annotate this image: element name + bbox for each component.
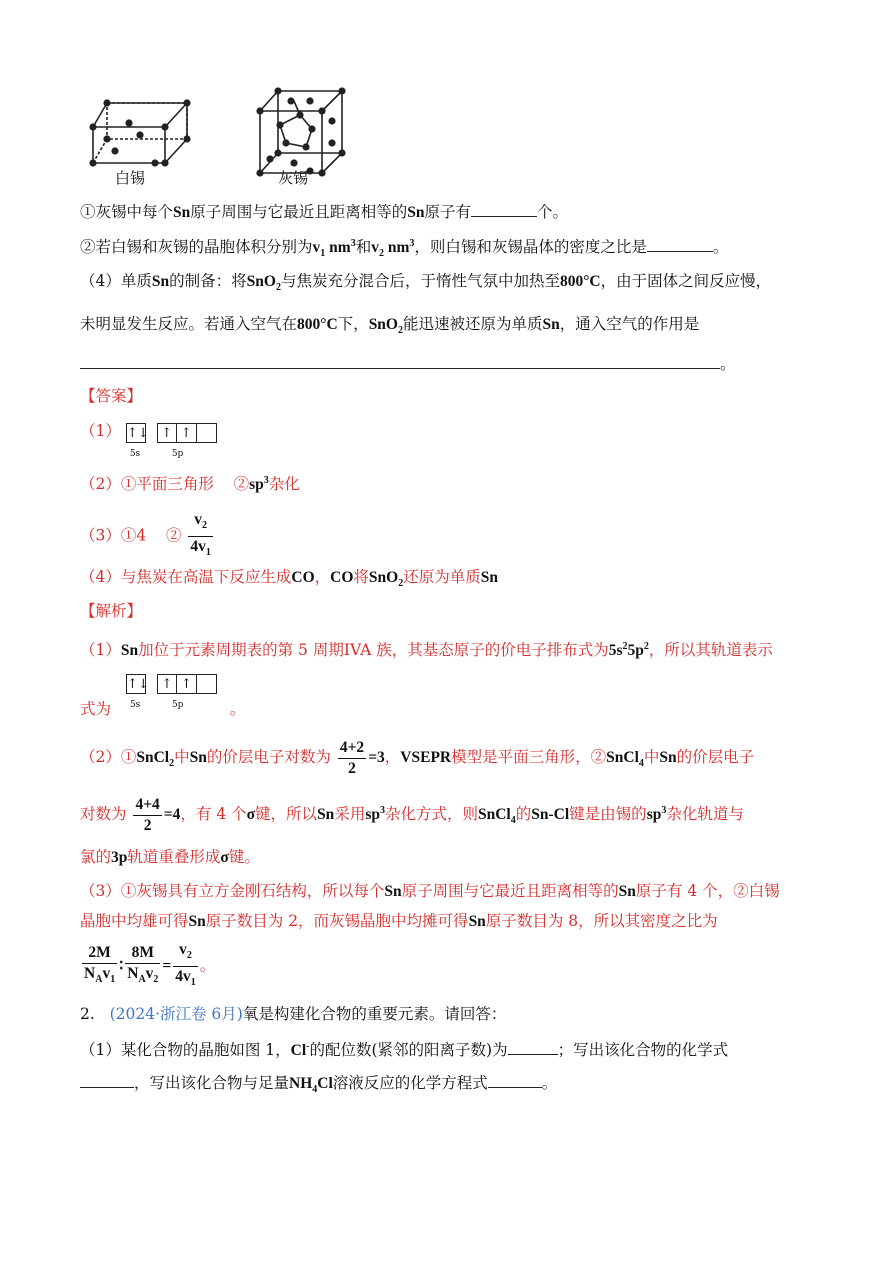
analysis-2-line1: （2）①SnCl$_2$中Sn的价层电子对数为 $\frac{4+2}{2}$ =3，VSEPR模型是平面三角形，②SnCl$_4$中Sn的价层电子 xyxy=(80,738,755,777)
q4-line1: （4）单质Sn的制备：将SnO$_2$与焦炭充分混合后，于惰性气氛中加热至800°C，由于固体之间反应慢， xyxy=(80,272,772,294)
answer-blank[interactable] xyxy=(471,200,537,217)
white-tin-label: 白锡 xyxy=(115,169,146,187)
orbital-5p-box: ↑ xyxy=(177,674,197,694)
electron-pair-fraction: $\frac{4+4}{2}$ xyxy=(135,795,160,834)
answer-blank[interactable] xyxy=(647,235,713,252)
q2-source: (2024·浙江卷 6月) xyxy=(109,1005,243,1023)
analysis-3-line1: （3）①灰锡具有立方金刚石结构，所以每个Sn原子周围与它最近且距离相等的Sn原子有 4 个，②白锡 xyxy=(80,882,780,900)
orbital-5p-box: ↑ xyxy=(157,423,177,443)
answer-heading: 【答案】 xyxy=(80,387,143,405)
orbital-diagram xyxy=(126,672,217,710)
q2-title: 2. (2024·浙江卷 6月)氧是构建化合物的重要元素。请回答： xyxy=(80,1005,507,1023)
density-ratio-fraction: $\frac{v_2}{4v_1}$ xyxy=(190,511,211,559)
orbital-5p-box xyxy=(197,674,217,694)
answer-3: （3）①4 ② $\frac{v_2}{4v_1}$ xyxy=(80,510,215,554)
q3-line1: ①灰锡中每个Sn原子周围与它最近且距离相等的Sn原子有 个。 xyxy=(80,200,568,224)
answer-blank[interactable] xyxy=(508,1038,558,1055)
analysis-2-line2: 对数为 $\frac{4+4}{2}$ =4，有 4 个σ键，所以Sn采用$sp^3$杂化方式，则SnCl$_4$的Sn-Cl键是由锡的$sp^3$杂化轨道与 xyxy=(80,795,744,834)
orbital-5p-box xyxy=(197,423,217,443)
orbital-5s-box: ↑↓ xyxy=(126,423,146,443)
orbital-5s-label: 5s xyxy=(129,700,141,710)
analysis-1-line1: （1）Sn加位于元素周期表的第 5 周期IVA 族，其基态原子的价电子排布式为$5s^25p^2$，所以其轨道表示 xyxy=(80,641,773,660)
q3-line2: ②若白锡和灰锡的晶胞体积分别为$v_1$ $nm^3$和$v_2$ $nm^3$，则白锡和灰锡晶体的密度之比是 。 xyxy=(80,233,728,265)
density-fraction: $\frac{8M}{N_Av_2}$ xyxy=(127,944,159,986)
analysis-1-line2: 式为 ↑↓ ↑ ↑ 5s 5p 。 xyxy=(80,672,245,712)
q2-line2: ，写出该化合物与足量$NH_4Cl$溶液反应的化学方程式 。 xyxy=(80,1071,557,1101)
analysis-heading: 【解析】 xyxy=(80,602,143,620)
analysis-3-line3: $\frac{2M}{N_Av_1}$ ∶ $\frac{8M}{N_Av_2}$ = $\frac{v_2}{4v_1}$ 。 xyxy=(80,940,215,986)
orbital-5p-label: 5p xyxy=(171,449,184,459)
density-fraction: $\frac{2M}{N_Av_1}$ xyxy=(84,944,116,986)
q4-line2: 未明显发生反应。若通入空气在800°C下，SnO$_2$能迅速被还原为单质Sn，通入空气的作用是 xyxy=(80,315,700,337)
electron-pair-fraction: $\frac{4+2}{2}$ xyxy=(339,738,365,777)
density-fraction: $\frac{v_2}{4v_1}$ xyxy=(175,941,196,989)
analysis-2-line3: 氯的3p轨道重叠形成σ键。 xyxy=(80,848,260,866)
q4-line3: 。 xyxy=(80,352,736,375)
orbital-5s-box: ↑↓ xyxy=(126,674,146,694)
gray-tin-label: 灰锡 xyxy=(278,169,309,187)
orbital-5p-box: ↑ xyxy=(157,674,177,694)
answer-2: （2）①平面三角形 $②sp^3$杂化 xyxy=(80,475,300,494)
answer-blank[interactable] xyxy=(80,352,720,369)
orbital-5p-box: ↑ xyxy=(177,423,197,443)
answer-blank[interactable] xyxy=(80,1071,134,1088)
answer-1: （1） ↑↓ ↑ ↑ 5s 5p xyxy=(80,420,217,456)
analysis-3-line2: 晶胞中均雄可得Sn原子数目为 2，而灰锡晶胞中均摊可得Sn原子数目为 8，所以其密度之比为 xyxy=(80,912,718,930)
q2-line1: （1）某化合物的晶胞如图 1，Cl-的配位数(紧邻的阳离子数)为 ；写出该化合物的化学式 xyxy=(80,1036,728,1062)
orbital-5p-label: 5p xyxy=(171,700,184,710)
answer-blank[interactable] xyxy=(488,1071,542,1088)
answer-4: （4）与焦炭在高温下反应生成CO，CO将SnO$_2$还原为单质Sn xyxy=(80,568,498,590)
orbital-5s-label: 5s xyxy=(129,449,141,459)
